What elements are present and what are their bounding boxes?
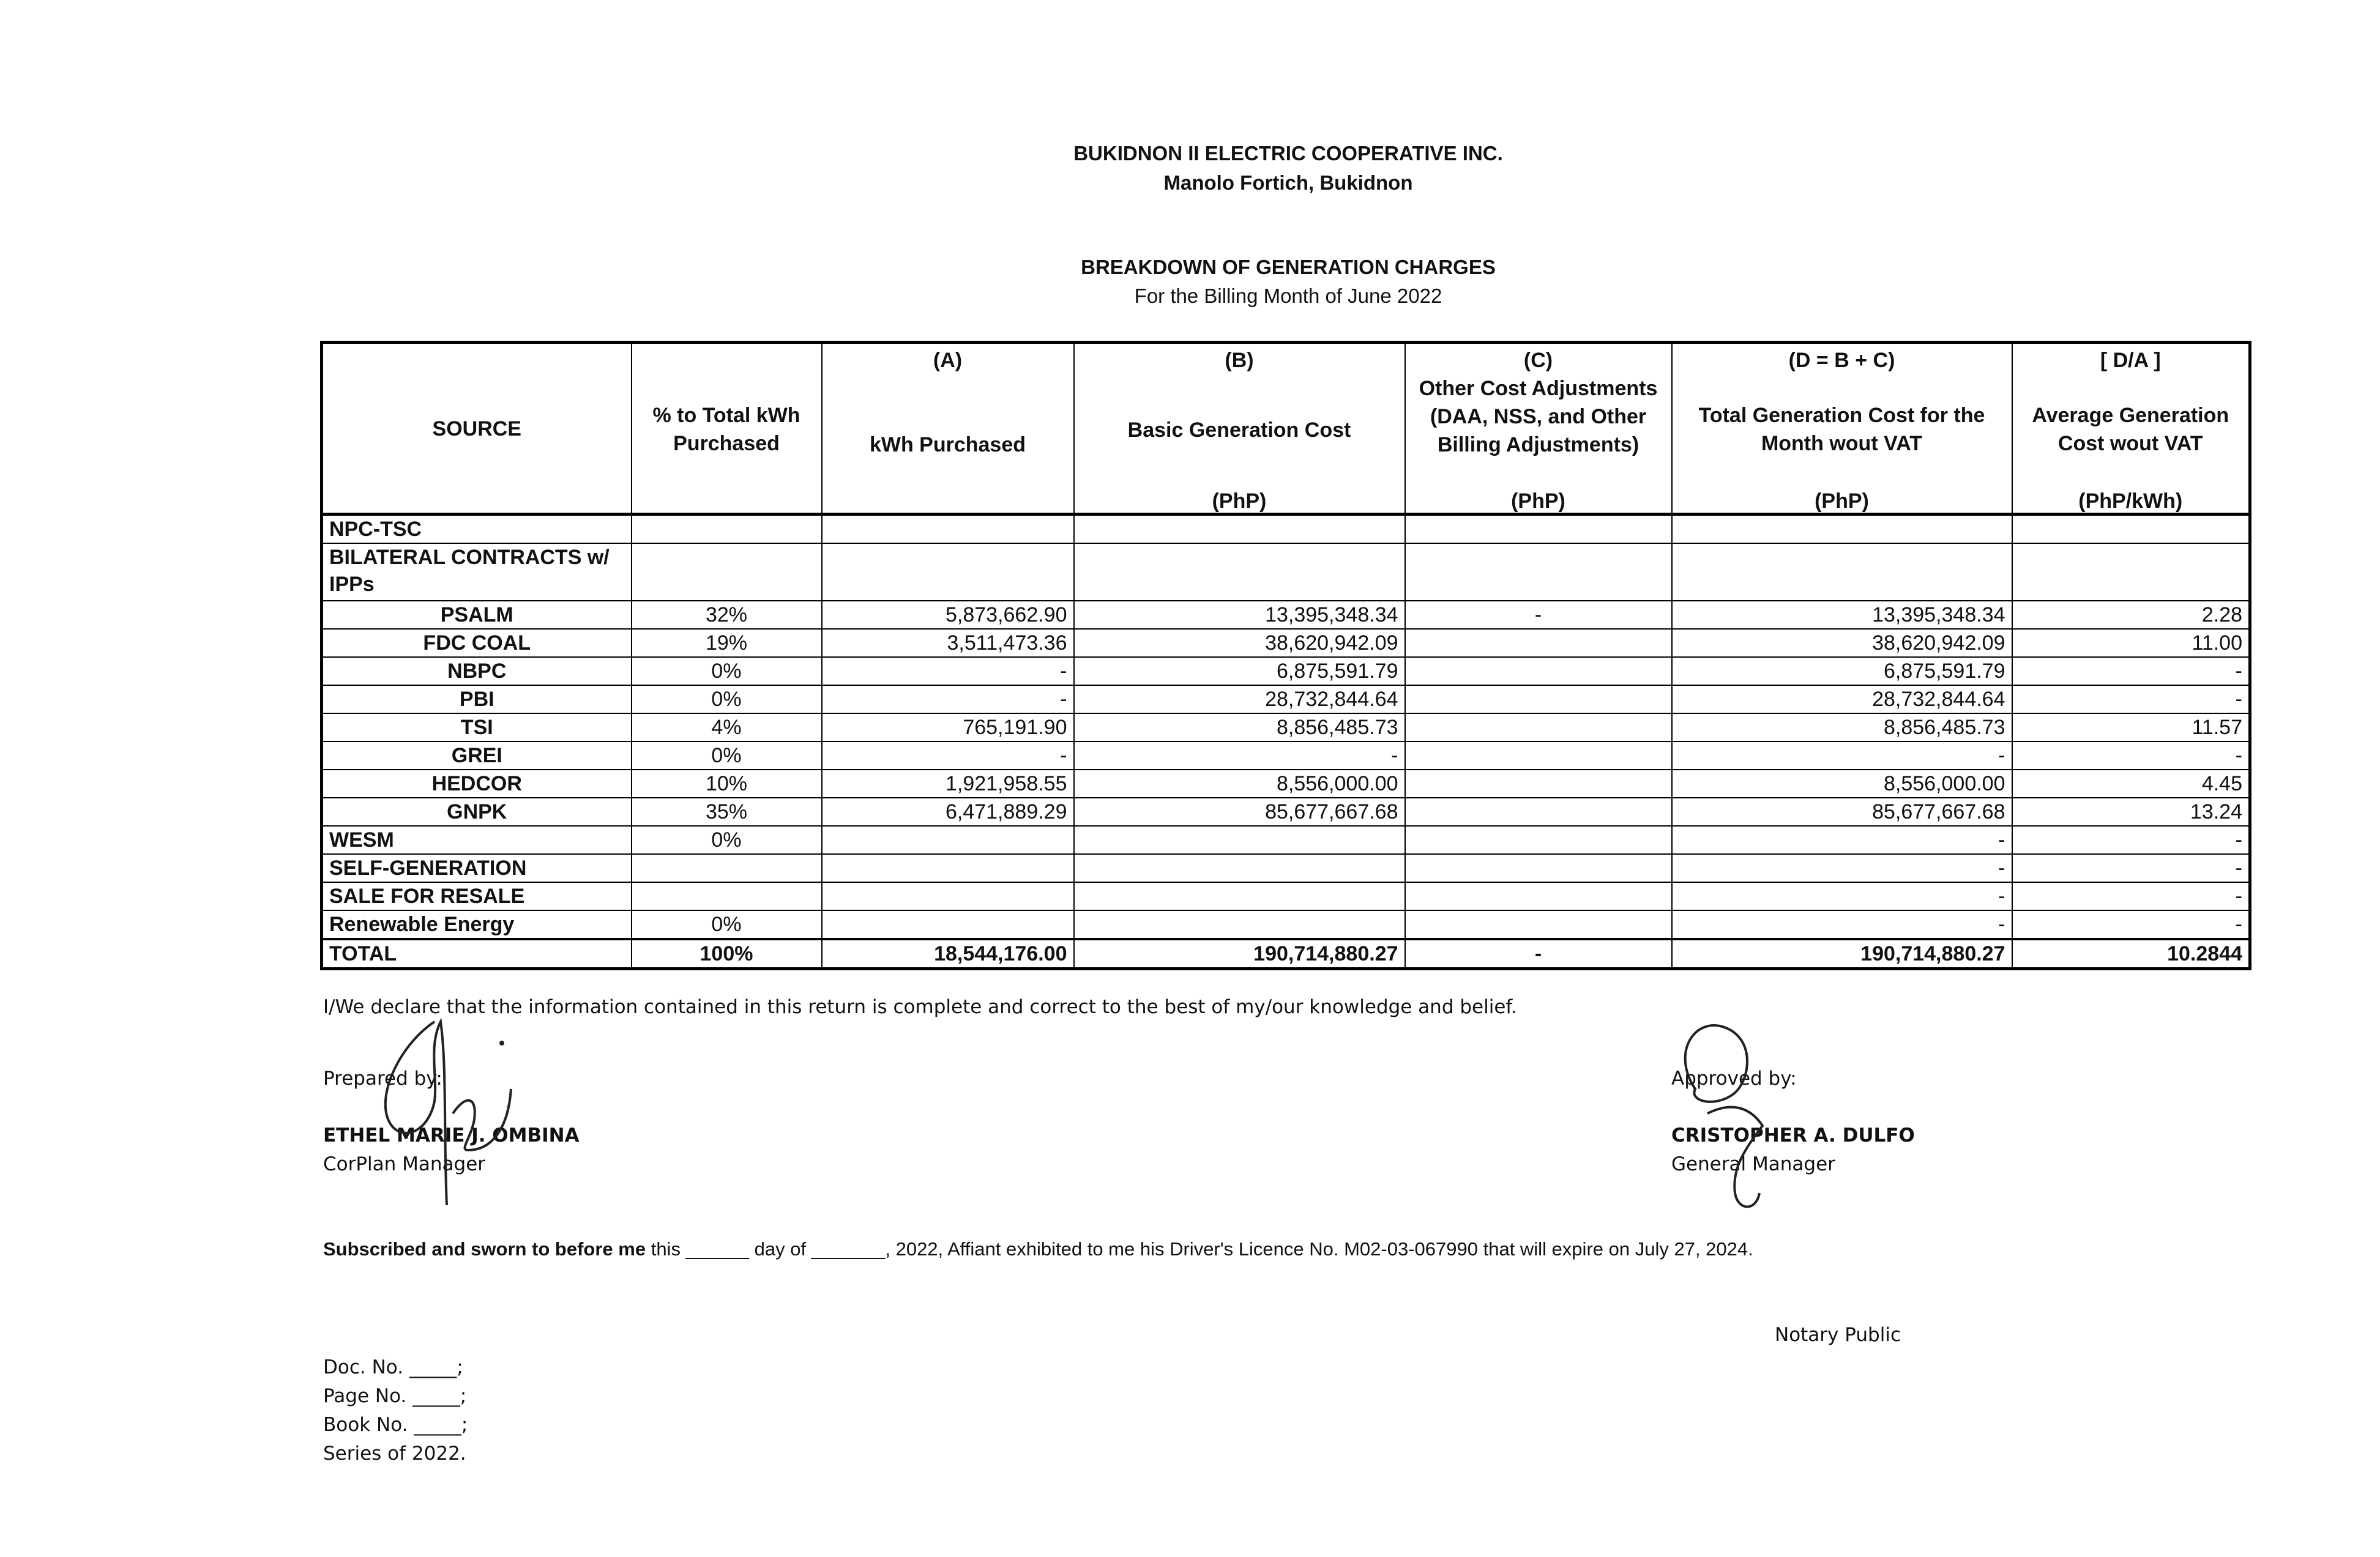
doc-no: Doc. No. _____; [323, 1356, 463, 1378]
cell-pct: 4% [632, 713, 822, 741]
cell-basic: 85,677,667.68 [1074, 798, 1405, 826]
series: Series of 2022. [323, 1443, 466, 1465]
cell-total: - [1672, 826, 2012, 854]
cell-other [1405, 657, 1672, 685]
table-header-row [322, 343, 2250, 515]
cell-kwh: 5,873,662.90 [822, 601, 1074, 629]
cell-source: BILATERAL CONTRACTS w/ IPPs [322, 543, 632, 601]
table-row [322, 882, 2250, 910]
book-no: Book No. _____; [323, 1414, 468, 1436]
table-row [322, 629, 2250, 657]
cell-kwh: - [822, 741, 1074, 770]
cell-avg: 13.24 [2012, 798, 2250, 826]
col-source-header: SOURCE [322, 343, 632, 515]
cell-other [1405, 741, 1672, 770]
cell-pct [632, 854, 822, 882]
cell-total: - [1672, 854, 2012, 882]
cell-avg: 10.2844 [2012, 939, 2250, 969]
preparer-name: ETHEL MARIE J. OMBINA [323, 1124, 580, 1146]
notary-public-label: Notary Public [1775, 1324, 1901, 1346]
cell-avg: 4.45 [2012, 770, 2250, 798]
cell-avg: 11.57 [2012, 713, 2250, 741]
cell-other [1405, 854, 1672, 882]
cell-pct: 0% [632, 826, 822, 854]
prepared-by-label: Prepared by: [323, 1068, 442, 1090]
cell-total [1672, 515, 2012, 544]
cell-avg: - [2012, 910, 2250, 939]
cell-source: GNPK [322, 798, 632, 826]
cell-source: HEDCOR [322, 770, 632, 798]
col-pct-header: % to Total kWh Purchased [632, 343, 822, 515]
cell-basic: 28,732,844.64 [1074, 685, 1405, 713]
cell-pct: 0% [632, 910, 822, 939]
cell-avg [2012, 543, 2250, 601]
col-total-header: (D = B + C) Total Generation Cost for the Month wout VAT (PhP) [1672, 343, 2012, 515]
cell-total: 28,732,844.64 [1672, 685, 2012, 713]
cell-total: 8,556,000.00 [1672, 770, 2012, 798]
col-basic-header: (B) Basic Generation Cost (PhP) [1074, 343, 1405, 515]
table-row [322, 515, 2250, 544]
cell-kwh: 1,921,958.55 [822, 770, 1074, 798]
cell-pct: 32% [632, 601, 822, 629]
sworn-statement [323, 1238, 1753, 1260]
cell-total: - [1672, 882, 2012, 910]
cell-total: - [1672, 910, 2012, 939]
cell-basic: 38,620,942.09 [1074, 629, 1405, 657]
cell-source: GREI [322, 741, 632, 770]
cell-pct: 100% [632, 939, 822, 969]
cell-other [1405, 629, 1672, 657]
cell-avg [2012, 515, 2250, 544]
cell-total: 8,856,485.73 [1672, 713, 2012, 741]
preparer-signature-icon [361, 1009, 545, 1211]
table-row [322, 713, 2250, 741]
cell-kwh [822, 882, 1074, 910]
cell-kwh [822, 854, 1074, 882]
table-row [322, 741, 2250, 770]
cell-source: SELF-GENERATION [322, 854, 632, 882]
cell-other: - [1405, 601, 1672, 629]
cell-source: Renewable Energy [322, 910, 632, 939]
cell-other [1405, 882, 1672, 910]
table-row [322, 854, 2250, 882]
billing-period: For the Billing Month of June 2022 [1134, 284, 1442, 307]
cell-source: PBI [322, 685, 632, 713]
cell-basic: - [1074, 741, 1405, 770]
table-row [322, 543, 2250, 601]
cell-total [1672, 543, 2012, 601]
cell-basic: 8,856,485.73 [1074, 713, 1405, 741]
page-no: Page No. _____; [323, 1385, 467, 1407]
table-row [322, 910, 2250, 939]
cell-kwh: - [822, 657, 1074, 685]
cell-other [1405, 826, 1672, 854]
cell-source: NPC-TSC [322, 515, 632, 544]
company-location: Manolo Fortich, Bukidnon [1163, 171, 1413, 194]
cell-pct: 0% [632, 657, 822, 685]
cell-pct: 10% [632, 770, 822, 798]
cell-basic: 6,875,591.79 [1074, 657, 1405, 685]
cell-basic [1074, 826, 1405, 854]
cell-total: 13,395,348.34 [1672, 601, 2012, 629]
approver-title: General Manager [1671, 1153, 1835, 1175]
approver-name: CRISTOPHER A. DULFO [1671, 1124, 1915, 1146]
cell-total: 6,875,591.79 [1672, 657, 2012, 685]
cell-source: PSALM [322, 601, 632, 629]
cell-basic: 8,556,000.00 [1074, 770, 1405, 798]
cell-other [1405, 515, 1672, 544]
table-row [322, 826, 2250, 854]
cell-basic [1074, 543, 1405, 601]
cell-other [1405, 713, 1672, 741]
cell-pct: 0% [632, 741, 822, 770]
col-avg-header: [ D/A ] Average Generation Cost wout VAT (PhP/kWh) [2012, 343, 2250, 515]
cell-other [1405, 798, 1672, 826]
cell-kwh: 3,511,473.36 [822, 629, 1074, 657]
cell-basic [1074, 854, 1405, 882]
cell-kwh [822, 515, 1074, 544]
cell-pct [632, 515, 822, 544]
cell-other: - [1405, 939, 1672, 969]
cell-other [1405, 543, 1672, 601]
report-title: BREAKDOWN OF GENERATION CHARGES [1081, 256, 1496, 278]
cell-avg: - [2012, 741, 2250, 770]
table-row [322, 770, 2250, 798]
company-name: BUKIDNON II ELECTRIC COOPERATIVE INC. [1073, 142, 1503, 165]
cell-avg: - [2012, 826, 2250, 854]
cell-source: TOTAL [322, 939, 632, 969]
cell-source: TSI [322, 713, 632, 741]
cell-other [1405, 770, 1672, 798]
table-row [322, 685, 2250, 713]
cell-kwh [822, 910, 1074, 939]
cell-pct [632, 882, 822, 910]
cell-basic [1074, 882, 1405, 910]
table-total-row [322, 939, 2250, 969]
cell-kwh [822, 826, 1074, 854]
cell-other [1405, 685, 1672, 713]
cell-kwh: 6,471,889.29 [822, 798, 1074, 826]
cell-total: 190,714,880.27 [1672, 939, 2012, 969]
generation-charges-table [320, 341, 2251, 970]
cell-avg: - [2012, 657, 2250, 685]
cell-pct [632, 543, 822, 601]
cell-kwh: 765,191.90 [822, 713, 1074, 741]
sworn-statement-bold: Subscribed and sworn to before me [323, 1238, 646, 1260]
approved-by-label: Approved by: [1671, 1068, 1797, 1090]
cell-source: SALE FOR RESALE [322, 882, 632, 910]
cell-total: - [1672, 741, 2012, 770]
cell-kwh: 18,544,176.00 [822, 939, 1074, 969]
cell-source: NBPC [322, 657, 632, 685]
col-kwh-header: (A) kWh Purchased [822, 343, 1074, 515]
approver-signature-icon [1658, 1009, 1818, 1224]
cell-source: FDC COAL [322, 629, 632, 657]
preparer-title: CorPlan Manager [323, 1153, 486, 1175]
cell-basic: 13,395,348.34 [1074, 601, 1405, 629]
cell-other [1405, 910, 1672, 939]
table-row [322, 657, 2250, 685]
cell-pct: 35% [632, 798, 822, 826]
cell-avg: - [2012, 685, 2250, 713]
cell-avg: - [2012, 882, 2250, 910]
sworn-statement-rest: this ______ day of _______, 2022, Affiant exhibited to me his Driver's Licence No. M02-03-067990 that will expire on July 27, 2024. [646, 1238, 1753, 1260]
cell-kwh: - [822, 685, 1074, 713]
col-other-header: (C) Other Cost Adjustments (DAA, NSS, and Other Billing Adjustments) (PhP) [1405, 343, 1672, 515]
cell-basic [1074, 515, 1405, 544]
cell-avg: 2.28 [2012, 601, 2250, 629]
cell-kwh [822, 543, 1074, 601]
declaration-text: I/We declare that the information contained in this return is complete and correct to the best of my/our knowledge and belief. [323, 996, 1517, 1018]
cell-source: WESM [322, 826, 632, 854]
table-row [322, 798, 2250, 826]
cell-avg: 11.00 [2012, 629, 2250, 657]
cell-pct: 19% [632, 629, 822, 657]
doc-references [323, 1353, 468, 1468]
cell-total: 85,677,667.68 [1672, 798, 2012, 826]
cell-pct: 0% [632, 685, 822, 713]
cell-total: 38,620,942.09 [1672, 629, 2012, 657]
cell-avg: - [2012, 854, 2250, 882]
cell-basic: 190,714,880.27 [1074, 939, 1405, 969]
table-row [322, 601, 2250, 629]
cell-basic [1074, 910, 1405, 939]
